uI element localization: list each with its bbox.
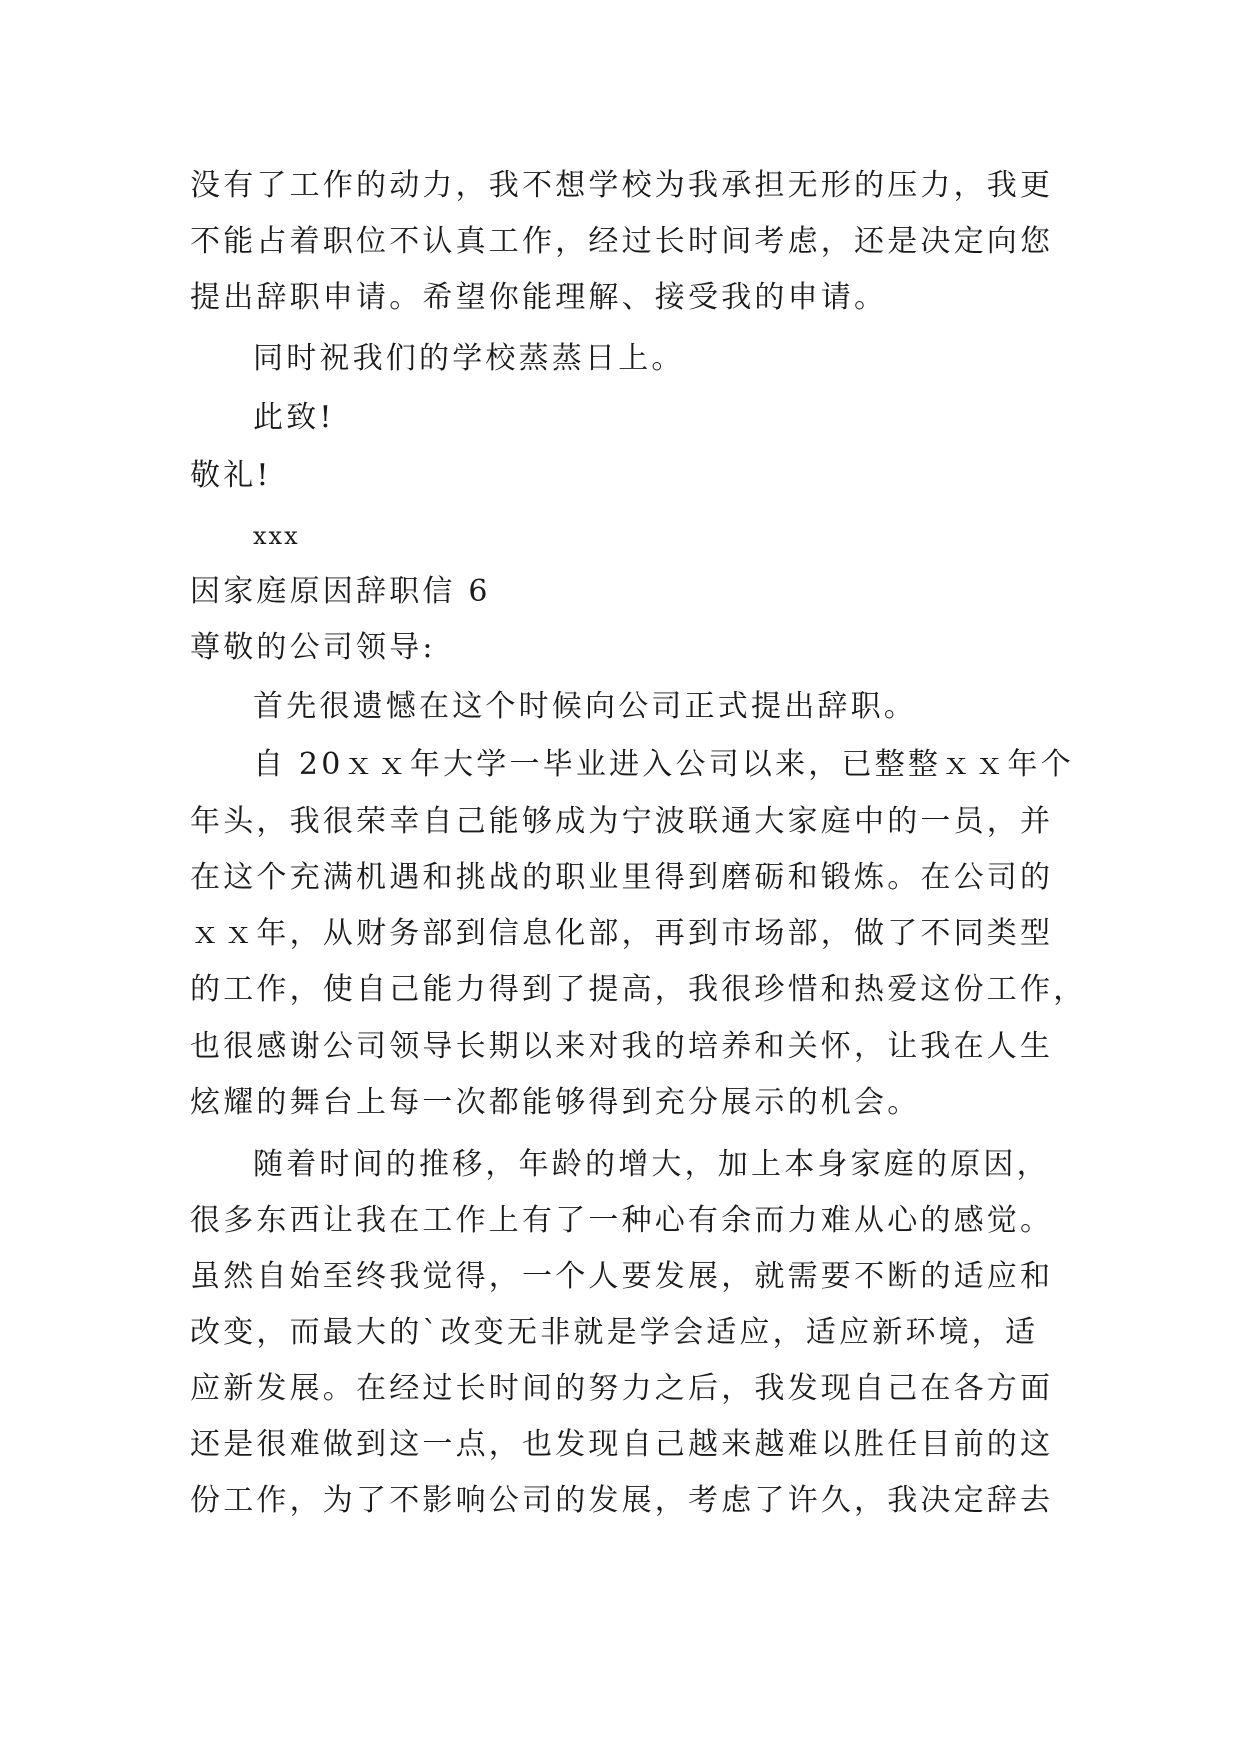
letter-greeting: 尊敬的公司领导:	[190, 630, 436, 665]
paragraph-line: 炫耀的舞台上每一次都能够得到充分展示的机会。	[190, 1085, 921, 1120]
paragraph-line: 同时祝我们的学校蒸蒸日上。	[253, 341, 685, 376]
paragraph-line: ｘｘ年，从财务部到信息化部，再到市场部，做了不同类型	[190, 916, 1054, 951]
paragraph-line: 份工作，为了不影响公司的发展，考虑了许久，我决定辞去	[190, 1483, 1054, 1518]
paragraph-line: 在这个充满机遇和挑战的职业里得到磨砺和锻炼。在公司的	[190, 860, 1054, 895]
paragraph-line: 随着时间的推移，年龄的增大，加上本身家庭的原因，	[253, 1147, 1050, 1182]
paragraph-line: 也很感谢公司领导长期以来对我的培养和关怀，让我在人生	[190, 1029, 1054, 1064]
paragraph-line: 不能占着职位不认真工作，经过长时间考虑，还是决定向您	[190, 224, 1054, 259]
paragraph-line: 年头，我很荣幸自己能够成为宁波联通大家庭中的一员，并	[190, 804, 1054, 839]
letter-title: 因家庭原因辞职信 6	[190, 574, 491, 609]
paragraph-line: 虽然自始至终我觉得，一个人要发展，就需要不断的适应和	[190, 1259, 1054, 1294]
paragraph-line: 首先很遗憾在这个时候向公司正式提出辞职。	[253, 689, 917, 724]
paragraph-line: 应新发展。在经过长时间的努力之后，我发现自己在各方面	[190, 1371, 1054, 1406]
paragraph-line: 还是很难做到这一点，也发现自己越来越难以胜任目前的这	[190, 1427, 1054, 1462]
paragraph-line: 改变，而最大的`改变无非就是学会适应，适应新环境，适	[190, 1315, 1039, 1350]
paragraph-line: 自 20ｘｘ年大学一毕业进入公司以来，已整整ｘｘ年个	[253, 747, 1074, 782]
paragraph-line: 提出辞职申请。希望你能理解、接受我的申请。	[190, 280, 888, 315]
paragraph-line: 的工作，使自己能力得到了提高，我很珍惜和热爱这份工作，	[190, 972, 1087, 1007]
paragraph-line: 没有了工作的动力，我不想学校为我承担无形的压力，我更	[190, 168, 1054, 203]
closing-regards: 敬礼!	[190, 458, 272, 493]
closing-salutation: 此致!	[253, 400, 335, 435]
paragraph-line: 很多东西让我在工作上有了一种心有余而力难从心的感觉。	[190, 1203, 1054, 1238]
signature: xxx	[253, 522, 300, 550]
